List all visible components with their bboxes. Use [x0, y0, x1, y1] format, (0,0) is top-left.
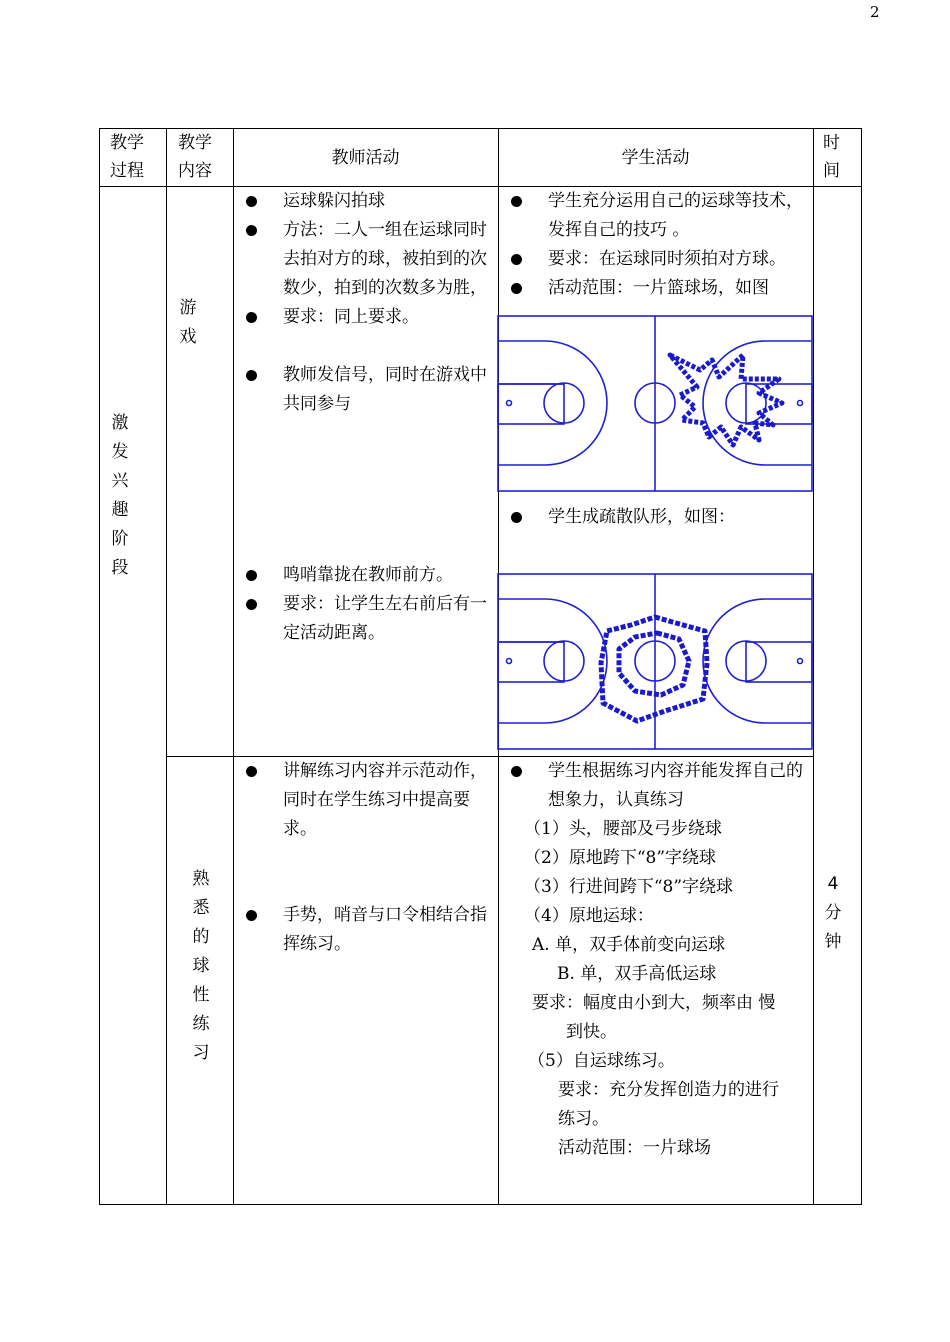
section2-time: 4 分 钟: [824, 874, 842, 952]
exercise-line: （4）原地运球：: [524, 906, 654, 926]
list-item: 学生根据练习内容并能发挥自己的想象力，认真练习: [502, 757, 808, 815]
basketball-court-diagram-2: [497, 573, 814, 750]
list-item: 学生充分运用自己的运球等技术，发挥自己的技巧 。: [502, 187, 808, 245]
list-item: 鸣哨靠拢在教师前方。: [237, 561, 491, 590]
exercise-line: 练习。: [558, 1109, 609, 1129]
list-item: 教师发信号，同时在游戏中共同参与: [237, 361, 491, 419]
list-item: 方法：二人一组在运球同时去拍对方的球，被拍到的次数少，拍到的次数多为胜，: [237, 216, 491, 303]
section1-teacher-list: [237, 187, 491, 419]
list-item: 运球躲闪拍球: [237, 187, 491, 216]
formation-inner-ring: [619, 633, 689, 695]
list-item: 讲解练习内容并示范动作，同时在学生练习中提高要求。: [237, 757, 491, 844]
section2-name: 熟 悉 的 球 性 练 习: [192, 869, 210, 1063]
section2-teacher-list-2: [237, 901, 491, 959]
section1-name: 游 戏: [179, 298, 197, 347]
section2-student-intro: [502, 757, 808, 815]
stage-label: 激 发 兴 趣 阶 段: [111, 413, 129, 578]
list-item: 活动范围：一片篮球场，如图: [502, 274, 808, 303]
exercise-line: A. 单，双手体前变向运球: [532, 935, 726, 955]
page-number: 2: [870, 3, 880, 21]
court-lines: [498, 574, 812, 749]
exercise-line: （3）行进间跨下“8”字绕球: [524, 877, 734, 897]
exercise-line: （5）自运球练习。: [528, 1051, 675, 1071]
scattered-formation: [601, 617, 707, 721]
section2-teacher-list: [237, 757, 491, 844]
exercise-line: 要求：幅度由小到大，频率由 慢: [532, 993, 776, 1013]
section1-student-list-2: [502, 503, 808, 532]
exercise-line: 到快。: [566, 1022, 617, 1042]
list-item: 手势，哨音与口令相结合指挥练习。: [237, 901, 491, 959]
section1-teacher-list-2: [237, 561, 491, 648]
list-item: 学生成疏散队形，如图：: [502, 503, 808, 532]
court-lines: [498, 316, 812, 491]
section2-student-lines: [524, 815, 810, 1163]
header-content: 教学 内容: [178, 133, 212, 181]
header-process: 教学 过程: [110, 133, 144, 181]
exercise-line: 要求：充分发挥创造力的进行: [558, 1080, 779, 1100]
header-student: 学生活动: [621, 148, 690, 168]
list-item: 要求：同上要求。: [237, 303, 491, 332]
section1-student-list: [502, 187, 808, 303]
exercise-line: B. 单，双手高低运球: [557, 964, 717, 984]
list-item: 要求：在运球同时须拍对方球。: [502, 245, 808, 274]
basketball-court-diagram-1: [497, 315, 814, 492]
exercise-line: （2）原地跨下“8”字绕球: [524, 848, 717, 868]
exercise-line: 活动范围：一片球场: [558, 1138, 711, 1158]
exercise-line: （1）头，腰部及弓步绕球: [524, 819, 722, 839]
header-time: 时 间: [823, 133, 840, 181]
list-item: 要求：让学生左右前后有一定活动距离。: [237, 590, 491, 648]
header-teacher: 教师活动: [331, 148, 400, 168]
